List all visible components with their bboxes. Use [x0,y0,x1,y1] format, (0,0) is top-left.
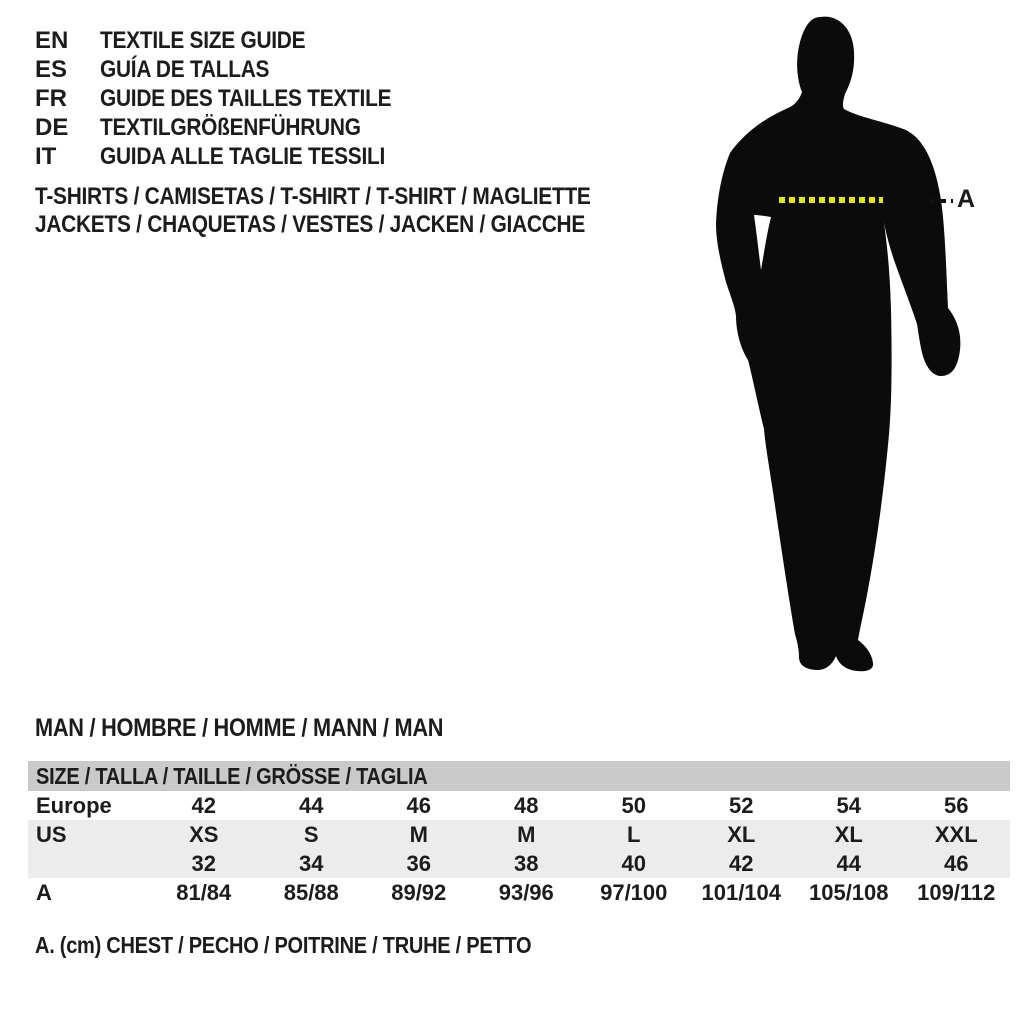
table-cell: 109/112 [917,880,996,905]
language-code: IT [35,143,57,170]
table-cell: 42 [191,793,216,818]
table-cell: 48 [514,793,539,818]
table-cell: XS [189,822,219,847]
language-code: FR [35,85,67,112]
list-item [35,55,435,84]
table-row-europe [28,791,1010,820]
table-cell: 85/88 [283,880,339,905]
man-silhouette-image [690,10,990,675]
man-silhouette-path [716,17,960,672]
list-item [35,26,435,55]
language-code: EN [35,27,69,54]
measurement-footnote [35,932,605,959]
measure-leader-line [929,199,953,203]
language-code: DE [35,114,69,141]
list-item [35,142,435,171]
table-cell: S [303,822,319,847]
size-table-header [28,761,1010,791]
table-row-us [28,820,1010,849]
table-cell: 40 [621,851,646,876]
list-item [35,113,435,142]
table-cell: 38 [514,851,539,876]
guide-title: GUIDE DES TAILLES TEXTILE [100,85,392,112]
table-cell: 32 [191,851,216,876]
chest-measure-line [779,197,883,203]
table-cell: 50 [621,793,646,818]
size-table-header-text: SIZE / TALLA / TAILLE / GRÖSSE / TAGLIA [36,763,428,789]
table-row-us-numeric [28,849,1010,878]
section-title-text: MAN / HOMBRE / HOMME / MANN / MAN [35,714,444,742]
table-cell: XXL [934,822,978,847]
row-label: A [36,880,52,905]
table-cell: 52 [729,793,754,818]
garment-categories [35,183,674,239]
table-cell: 42 [729,851,754,876]
category-line-jackets: JACKETS / CHAQUETAS / VESTES / JACKEN / GIACCHE [35,211,586,238]
size-table [28,761,1010,907]
list-item [35,84,435,113]
table-cell: 81/84 [176,880,232,905]
table-cell: 101/104 [701,880,782,905]
table-cell: L [627,822,641,847]
table-cell: 56 [944,793,969,818]
measurement-footnote-text: A. (cm) CHEST / PECHO / POITRINE / TRUHE / PETTO [35,932,532,958]
table-cell: 34 [299,851,324,876]
row-label: US [36,822,67,847]
table-cell: 44 [836,851,861,876]
table-cell: 105/108 [808,880,889,905]
guide-title: GUIDA ALLE TAGLIE TESSILI [100,143,386,170]
language-code: ES [35,56,68,83]
row-label: Europe [36,793,112,818]
table-cell: XL [834,822,863,847]
language-guide-list [35,26,435,171]
guide-title: TEXTILGRÖßENFÜHRUNG [100,114,361,141]
table-cell: 54 [836,793,861,818]
table-row-chest [28,878,1010,907]
guide-title: GUÍA DE TALLAS [100,56,270,83]
table-cell: 97/100 [600,880,668,905]
table-cell: 93/96 [498,880,554,905]
table-cell: M [409,822,428,847]
table-cell: 89/92 [391,880,447,905]
category-line-tshirts: T-SHIRTS / CAMISETAS / T-SHIRT / T-SHIRT / MAGLIETTE [35,183,591,210]
table-cell: M [517,822,536,847]
table-cell: 44 [299,793,324,818]
guide-title: TEXTILE SIZE GUIDE [100,27,306,54]
table-cell: 36 [406,851,431,876]
table-cell: 46 [406,793,431,818]
section-title [35,714,504,743]
measure-label-a: A [957,185,976,213]
row-label [28,849,150,878]
table-cell: 46 [944,851,969,876]
table-cell: XL [727,822,756,847]
